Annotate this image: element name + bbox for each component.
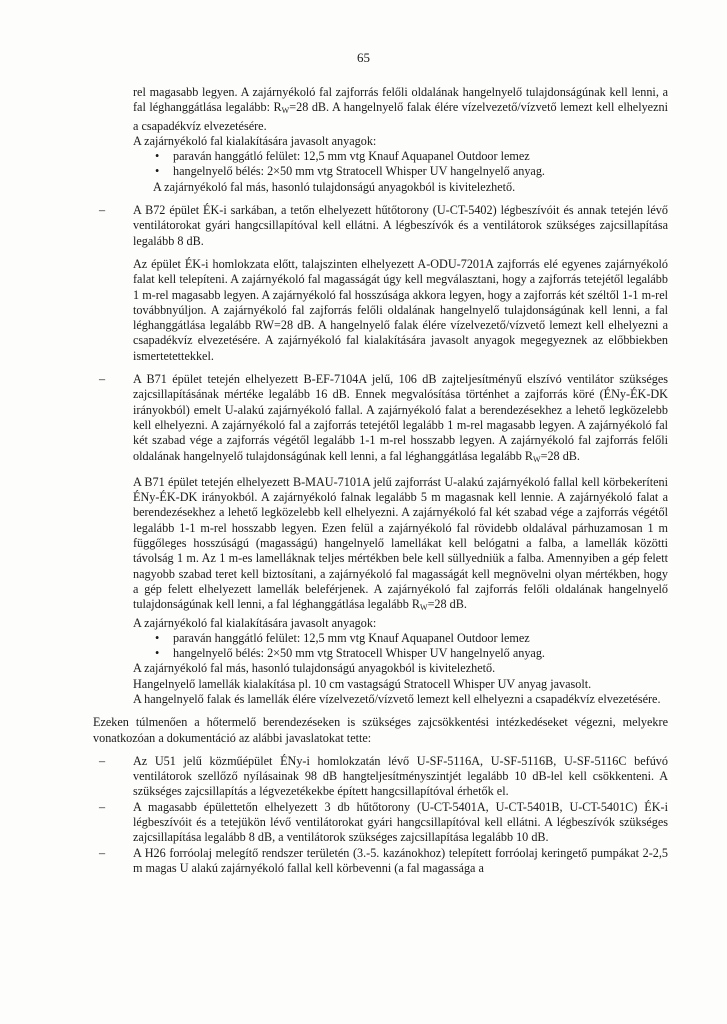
intro-text: rel magasabb legyen. A zajárnyékoló fal zajforrás felőli oldalának hangelnyelő tulajdonságúnak kell lenni, a fal léghanggátlása legalább: R <box>133 85 668 115</box>
b71-paragraph-1 <box>133 372 668 467</box>
closing-note: A zajárnyékoló fal más, hasonló tulajdonságú anyagokból is kivitelezhető. <box>153 179 516 194</box>
materials-list <box>133 631 668 662</box>
b72-section <box>93 203 668 364</box>
intro-section <box>133 85 668 195</box>
b71-p1-text: A B71 épület tetején elhelyezett B-EF-7104A jelű, 106 dB zajteljesítményű elszívó ventilátor szükséges zajcsillapításának mértéke legalább 16 dB. Ennek megvalósítása történhet a zajforrás köré (ÉNy-ÉK-DK irányokból) emelt U-alakú zajárnyékoló fallal. A zajárnyékoló falat a berendezésekhez a lehető legközelebb kell elhelyezni. A zajárnyékoló fal a zajforrás tetejétől legalább 1 m-rel magasabb legyen. A zajárnyékoló fal két szabad vége a zajforrás végétől legalább 1-1 m-rel hosszabb legyen. A zajárnyékoló fal zajforrás felőli oldalának hangelnyelő tulajdonságúnak kell lenni, a fal léghanggátlása legalább R <box>133 372 668 463</box>
page-body <box>93 85 668 876</box>
intro-text-cont: =28 dB. A hangelnyelő falak élére vízelvezető/vízvető lemezt kell elhelyezni a csapadékvíz elvezetésére. <box>133 100 668 133</box>
subscript: W <box>533 454 541 464</box>
list-item: • hangelnyelő bélés: 2×50 mm vtg Stratocell Whisper UV hangelnyelő anyag. <box>133 646 668 661</box>
list-item: • hangelnyelő bélés: 2×50 mm vtg Stratocell Whisper UV hangelnyelő anyag. <box>133 164 668 179</box>
page-number: 65 <box>357 50 370 65</box>
dash-marker: – <box>99 372 106 387</box>
intro-paragraph <box>133 85 668 134</box>
b72-paragraph-1: A B72 épület ÉK-i sarkában, a tetőn elhelyezett hűtőtorony (U-CT-5402) légbeszívóit és annak tetején lévő ventilátorokat gyári hangcsillapítóval kell ellátni. A légbeszívók és a ventilátorok szükséges zajcsillapítása legalább 8 dB. <box>133 203 668 248</box>
drainage-note: A hangelnyelő falak és lamellák élére vízelvezető/vízvető lemezt kell elhelyezni a csapadékvíz elvezetésére. <box>133 691 661 706</box>
summary-paragraph: Ezeken túlmenően a hőtermelő berendezéseken is szükséges zajcsökkentési intézkedéseket végezni, melyekre vonatkozóan a dokumentáció az alábbi javaslatokat tette: <box>93 715 668 745</box>
materials-heading: A zajárnyékoló fal kialakítására javasolt anyagok: <box>133 133 377 148</box>
recommendation-text: Az U51 jelű közműépület ÉNy-i homlokzatán lévő U-SF-5116A, U-SF-5116B, U-SF-5116C befúvó ventilátorok szellőző nyílásainak 98 dB hangteljesítményszintjét legalább 10 dB-lel kell csökkenteni. A szükséges zajcsillapítás a légvezetékekbe épített hangcsillapítóval érhetők el. <box>133 753 668 799</box>
recommendation-text: A magasabb épülettetőn elhelyezett 3 db hűtőtorony (U-CT-5401A, U-CT-5401B, U-CT-5401C) ÉK-i légbeszívóit és a tetejükön lévő ventilátorokat gyári hangcsillapítóval kell ellátni. A légbeszívók szükséges zajcsillapítása legalább 8 dB, a ventilátorok szükséges zajcsillapítása legalább 10 dB. <box>133 799 668 845</box>
recommendation-text: A H26 forróolaj melegítő rendszer területén (3.-5. kazánokhoz) telepített forróolaj keringető pumpákat 2-2,5 m magas U alakú zajárnyékoló fallal kell körbevenni (a fal magassága a <box>133 845 668 875</box>
materials-heading: A zajárnyékoló fal kialakítására javasolt anyagok: <box>133 615 377 630</box>
subscript: W <box>420 603 428 613</box>
dash-marker: – <box>99 753 106 768</box>
recommendation-item <box>93 846 668 877</box>
dash-marker: – <box>99 845 106 860</box>
b71-p2-text-cont: =28 dB. <box>427 597 467 612</box>
list-item: • paraván hanggátló felület: 12,5 mm vtg Knauf Aquapanel Outdoor lemez <box>133 149 668 164</box>
b71-p1-text-cont: =28 dB. <box>540 448 580 463</box>
recommendation-item <box>93 800 668 846</box>
dash-marker: – <box>99 799 106 814</box>
list-item: • paraván hanggátló felület: 12,5 mm vtg Knauf Aquapanel Outdoor lemez <box>133 631 668 646</box>
subscript: W <box>281 106 290 116</box>
b71-paragraph-2 <box>133 475 668 616</box>
b72-paragraph-2: Az épület ÉK-i homlokzata előtt, talajszinten elhelyezett A-ODU-7201A zajforrás elé egyenes zajárnyékoló falat kell telepíteni. A zajárnyékoló fal magasságát úgy kell megválasztani, hogy a zajforrás tetejétől legalább 1 m-rel magasabb legyen. A zajárnyékoló fal hosszúsága akkora legyen, hogy a zajforrás két széltől 1-1 m-rel továbbnyúljon. A zajárnyékoló fal zajforrás felőli oldalának hangelnyelő tulajdonságúnak kell lenni, a fal léghanggátlása legalább RW=28 dB. A hangelnyelő falak élére vízelvezető/vízvető lemezt kell elhelyezni a csapadékvíz elvezetésére. A zajárnyékoló fal kialakítására javasolt anyagok megegyeznek az előbbiekben ismertetettekkel. <box>133 256 668 363</box>
b71-p2-text: A B71 épület tetején elhelyezett B-MAU-7101A jelű zajforrást U-alakú zajárnyékoló fallal kell körbekeríteni ÉNy-ÉK-DK irányokból. A zajárnyékoló falnak legalább 5 m magasnak kell lennie. A zajárnyékoló falat a berendezésekhez a lehető legközelebb kell elhelyezni. A zajárnyékoló fal két szabad vége a zajforrás végétől legalább 1-1 m-rel hosszabb legyen. Ezen felül a zajárnyékoló fal rövidebb oldalával párhuzamosan 1 m függőleges hosszúságú (magasságú) hangelnyelő lamellákat kell belógatni a falba, a lamellák közötti távolság 1 m. Az 1 m-es lamelláknak teljes mértékben bele kell süllyedniük a falba. Amennyiben a gép felett nagyobb szabad teret kell biztosítani, a zajárnyékoló fal magasságát kell megnövelni olyan mértékben, hogy a gép felett elhelyezett lamellák beleférjenek. A zajárnyékoló fal zajforrás felőli oldalának hangelnyelő tulajdonságúnak kell lenni, a fal léghanggátlása legalább R <box>133 474 668 612</box>
materials-list <box>133 149 668 180</box>
closing-note: A zajárnyékoló fal más, hasonló tulajdonságú anyagokból is kivitelezhető. <box>133 661 496 676</box>
b71-section <box>93 372 668 707</box>
lamella-note: Hangelnyelő lamellák kialakítása pl. 10 cm vastagságú Stratocell Whisper UV anyag javasolt. <box>133 676 592 691</box>
recommendation-item <box>93 754 668 800</box>
dash-marker: – <box>99 203 106 218</box>
